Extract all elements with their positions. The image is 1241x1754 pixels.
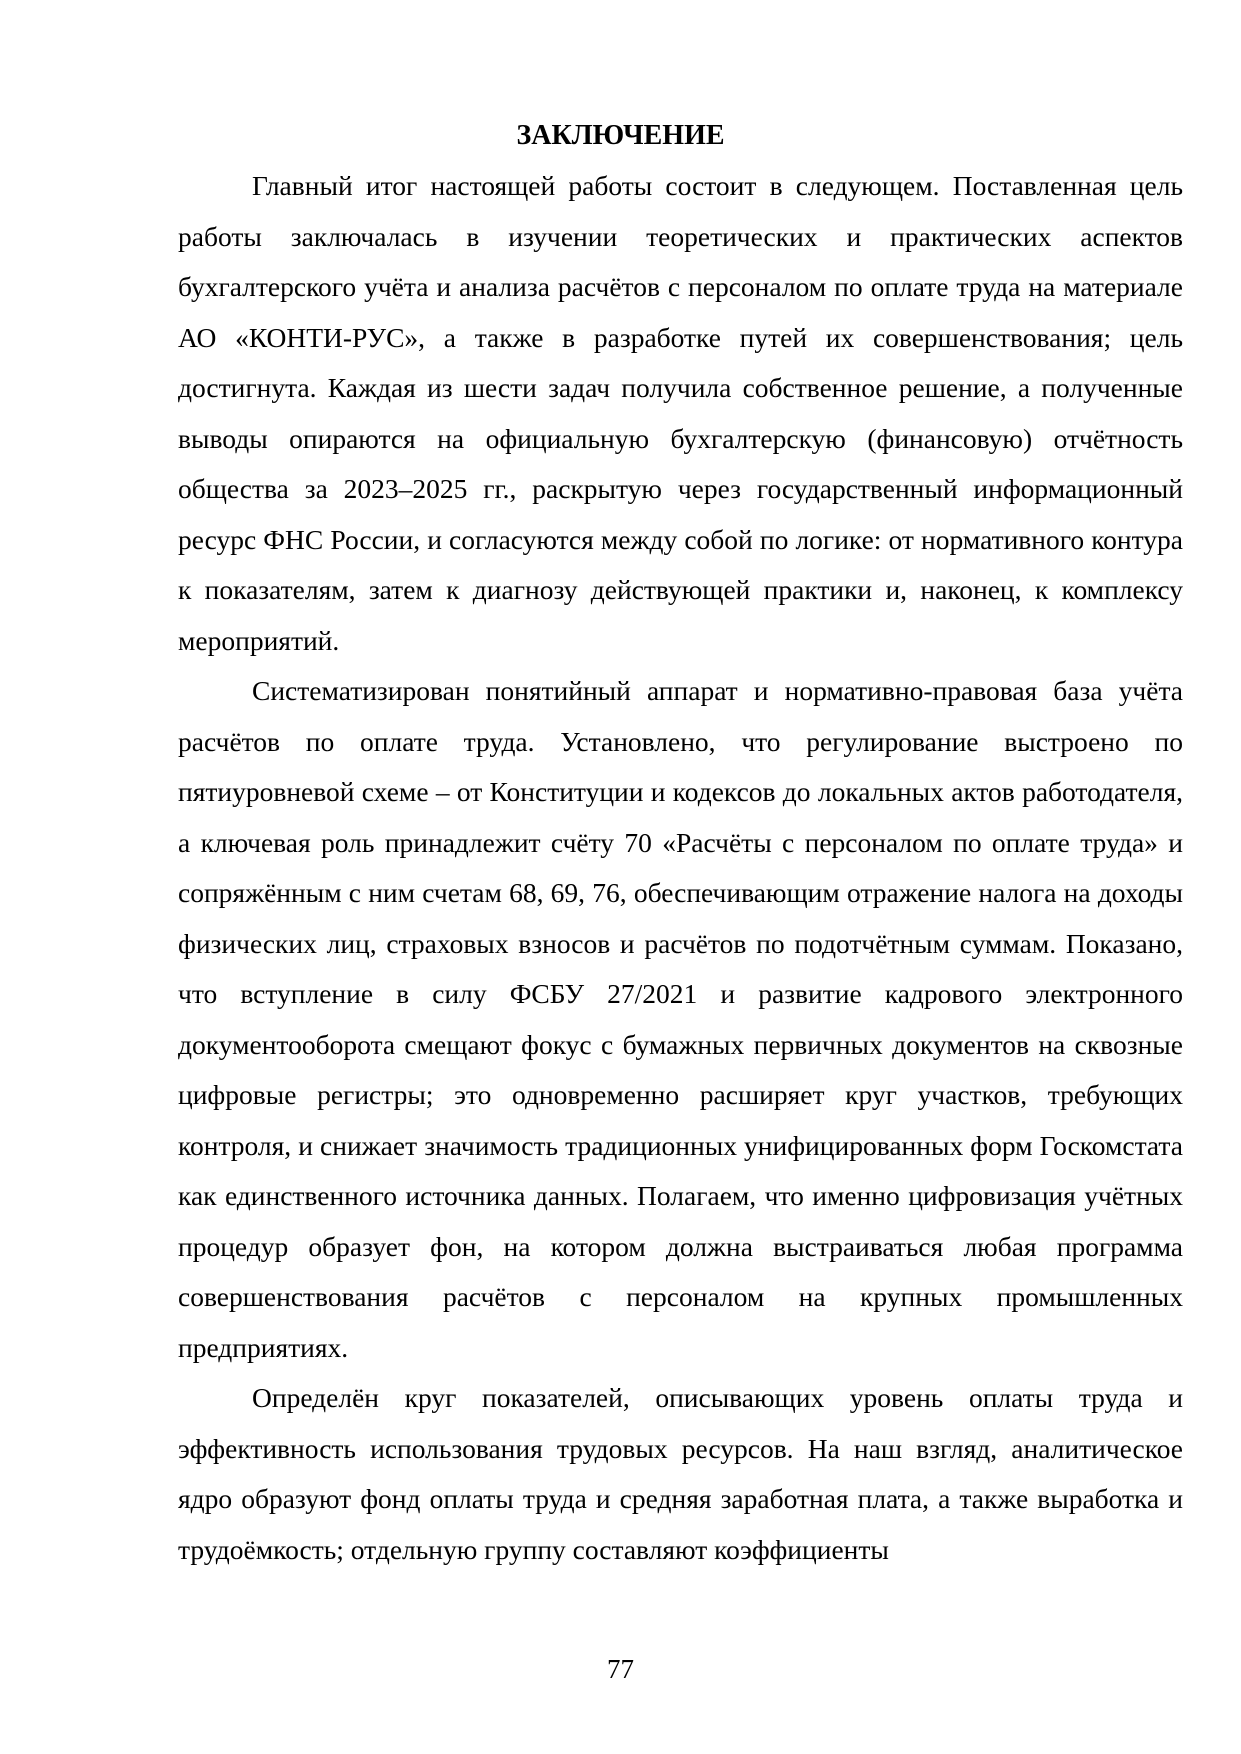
page-number: 77 [607,1654,634,1684]
paragraph-3: Определён круг показателей, описывающих уровень оплаты труда и эффективность использования трудовых ресурсов. На наш взгляд, аналитическое ядро образуют фонд оплаты труда и средняя заработная плата, а также выработка и трудоёмкость; отдельную группу составляют коэффициенты [178,1382,1183,1565]
body-text [178,161,1183,1575]
paragraph-1: Главный итог настоящей работы состоит в следующем. Поставленная цель работы заключалась в изучении теоретических и практических аспектов бухгалтерского учёта и анализа расчётов с персоналом по оплате труда на материале АО «КОНТИ-РУС», а также в разработке путей их совершенствования; цель достигнута. Каждая из шести задач получила собственное решение, а полученные выводы опираются на официальную бухгалтерскую (финансовую) отчётность общества за 2023–2025 гг., раскрытую через государственный информационный ресурс ФНС России, и согласуются между собой по логике: от нормативного контура к показателям, затем к диагнозу действующей практики и, наконец, к комплексу мероприятий. [178,170,1183,656]
page-heading: ЗАКЛЮЧЕНИЕ [516,120,725,151]
paragraph-2: Систематизирован понятийный аппарат и нормативно-правовая база учёта расчётов по оплате труда. Установлено, что регулирование выстроено по пятиуровневой схеме – от Конституции и кодексов до локальных актов работодателя, а ключевая роль принадлежит счёту 70 «Расчёты с персоналом по оплате труда» и сопряжённым с ним счетам 68, 69, 76, обеспечивающим отражение налога на доходы физических лиц, страховых взносов и расчётов по подотчётным суммам. Показано, что вступление в силу ФСБУ 27/2021 и развитие кадрового электронного документооборота смещают фокус с бумажных первичных документов на сквозные цифровые регистры; это одновременно расширяет круг участков, требующих контроля, и снижает значимость традиционных унифицированных форм Госкомстата как единственного источника данных. Полагаем, что именно цифровизация учётных процедур образует фон, на котором должна выстраиваться любая программа совершенствования расчётов с персоналом на крупных промышленных предприятиях. [178,675,1183,1363]
